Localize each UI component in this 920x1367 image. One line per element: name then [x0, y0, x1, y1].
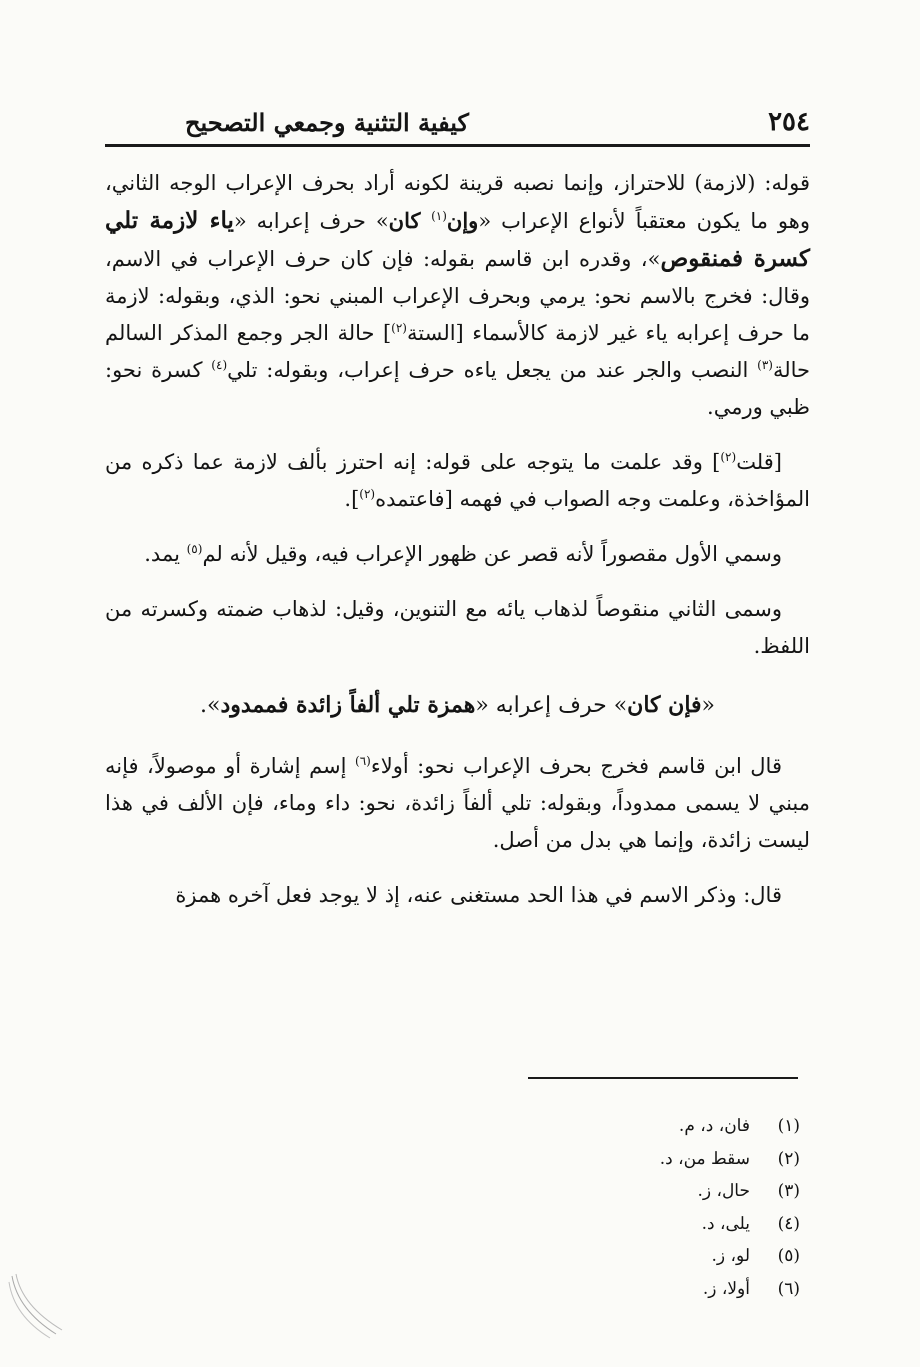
footnote-item	[560, 1110, 800, 1143]
footnote-text: سقط من، د.	[659, 1148, 750, 1169]
matn-text: همزة تلي ألفاً زائدة فممدود	[220, 692, 476, 718]
commentary-text: قال: وذكر الاسم في هذا الحد مستغنى عنه، إذ لا يوجد فعل آخره همزة	[175, 883, 782, 907]
footnote-text: فان، د، م.	[678, 1116, 750, 1136]
commentary-text: ].	[344, 487, 360, 511]
footnote-number: (١)	[777, 1116, 800, 1136]
commentary-text: كسرة نحو: ظبي ورمي.	[105, 358, 810, 419]
footnote-number: (٦)	[777, 1278, 800, 1299]
running-title: كيفية التثنية وجمعي التصحيح	[185, 107, 469, 137]
footnote-item	[560, 1208, 800, 1241]
commentary-text: إسم إشارة أو موصولاً، فإنه مبني لا يسمى ممدوداً، وبقوله: تلي ألفاً زائدة، نحو: داء وماء، فإن الألف في هذا ليست زائدة، وإنما هي بدل من أصل.	[105, 754, 810, 852]
footnote-ref: (٢)	[391, 321, 407, 335]
commentary-text: ».	[199, 693, 221, 718]
body-paragraph	[105, 877, 810, 914]
matn-text: وإن	[446, 208, 479, 233]
footnote-text: يلى، د.	[701, 1213, 750, 1234]
footnote-ref: (١)	[431, 209, 447, 223]
commentary-text: » حرف إعرابه «	[233, 209, 389, 233]
footnote-text: لو، ز.	[711, 1246, 750, 1266]
commentary-text: »، وقدره ابن قاسم بقوله: فإن كان حرف الإعراب في الاسم، وقال: فخرج بالاسم نحو: يرمي وبحرف الإعراب المبني نحو: الذي، وبقوله: لازمة ما حرف إعرابه ياء غير لازمة كالأسماء [الستة	[105, 247, 810, 345]
footnote-text: أولا، ز.	[702, 1278, 750, 1299]
commentary-text: قال ابن قاسم فخرج بحرف الإعراب نحو: أولاء	[370, 754, 782, 778]
footnote-ref: (٢)	[359, 487, 376, 501]
body-paragraph	[105, 165, 810, 426]
page-number: ٢٥٤	[768, 107, 810, 137]
body-paragraph	[105, 536, 810, 573]
header-rule	[105, 144, 810, 147]
footnote-rule	[528, 1077, 798, 1079]
footnote-number: (٥)	[777, 1246, 800, 1266]
commentary-text: النصب والجر عند من يجعل ياءه حرف إعراب، وبقوله: تلي	[227, 358, 758, 382]
matn-quote-paragraph	[105, 687, 810, 724]
footnote-item	[560, 1175, 800, 1208]
commentary-text: » حرف إعرابه «	[475, 693, 628, 718]
footnote-item	[560, 1143, 800, 1176]
footnote-number: (٤)	[777, 1213, 800, 1234]
footnote-number: (٣)	[777, 1181, 800, 1201]
matn-text: فإن كان	[627, 692, 702, 718]
footnote-ref: (٥)	[186, 542, 203, 556]
footnote-item	[560, 1240, 800, 1273]
commentary-text: ] حالة الجر وجمع المذكر السالم حالة	[105, 321, 810, 382]
footnote-number: (٢)	[777, 1148, 800, 1169]
matn-text: كان	[388, 208, 432, 233]
commentary-text: وسمى الثاني منقوصاً لذهاب يائه مع التنوين، وقيل: لذهاب ضمته وكسرته من اللفظ.	[105, 597, 810, 658]
footnote-ref: (٤)	[211, 358, 228, 372]
body-text	[105, 165, 810, 932]
body-paragraph	[105, 591, 810, 665]
footnotes	[560, 1110, 800, 1305]
commentary-text: قوله: (لازمة) للاحتراز، وإنما نصبه قرينة لكونه أراد بحرف الإعراب الوجه الثاني، وهو ما يكون معتقباً لأنواع الإعراب «	[105, 171, 810, 233]
commentary-text: «	[701, 693, 716, 718]
scan-artifact-mark	[6, 1270, 66, 1340]
footnote-ref: (٣)	[757, 358, 773, 372]
footnote-ref: (٦)	[355, 754, 371, 768]
body-paragraph	[105, 444, 810, 518]
footnote-text: حال، ز.	[697, 1181, 750, 1201]
commentary-text: وسمي الأول مقصوراً لأنه قصر عن ظهور الإعراب فيه، وقيل لأنه لم	[202, 542, 782, 566]
page-header	[105, 100, 810, 144]
footnote-ref: (٢)	[720, 450, 737, 464]
matn-text: ياء لازمة تلي كسرة فمنقوص	[105, 207, 810, 272]
footnote-item	[560, 1273, 800, 1306]
commentary-text: يمد.	[144, 542, 187, 566]
body-paragraph	[105, 748, 810, 859]
commentary-text: ] وقد علمت ما يتوجه على قوله: إنه احترز بألف لازمة عما ذكره من المؤاخذة، وعلمت وجه الصواب في فهمه [فاعتمده	[105, 450, 810, 511]
commentary-text: [قلت	[736, 450, 782, 474]
